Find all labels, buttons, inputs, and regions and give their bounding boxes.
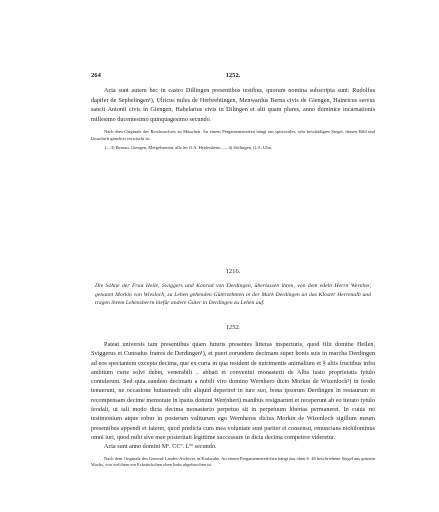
document-number: 1216. — [225, 268, 241, 275]
footnote: 1—3) Bernau, Giengen, Mergelstetten, alle im O.A. Heidenheim. — 4) Söflingen, O.A. Ulm. — [104, 144, 273, 150]
header-year: 1252. — [225, 72, 241, 79]
charter-closing: Acta sunt anno domini Mº. CCº. Lºº secundo. — [104, 443, 217, 451]
source-note: Nach dem Originale des Reichsarchivs zu München. An einem Pergamentstreifen hängt ein spitzovales, sehr beschädigtes Siegel, dessen Bild und Umschrift gänzlich verwischt ist. — [91, 129, 375, 141]
first-document — [91, 86, 375, 151]
second-document — [91, 340, 375, 468]
document-year: 1252. — [226, 324, 240, 331]
page-number: 264 — [91, 72, 101, 79]
page-header — [91, 72, 375, 82]
charter-text: Pateat universis tam presentibus quam futuris presentes litteras inspecturis, quod filii domine Heilen, Sviggerus et Cunradus fratres de Derdingen¹), et pueri eorundem decimam super bonis suis in marcha Derdingen ad eos spectantem excepta decima, que ex curia in qua resident de nutrimentis animalium et § aliis fructibus infra ambitum curie solvi debet, venerabili .. abbati et conventui monasterii de Alba iusto proprietatis tytulo contulerunt. Sed quia eandem decimam a nobili viro domino Wernhero dicto Morkin de Wizenloch²) in feodo tenuerunt, ne occasione huiusmodi sibi aliquid deperiret in iure suo, bona ipsorum Derdingen in restaurum et recompensam decime memorate in ipsius domini Wer(nheri) manibus resignarunt et receperunt ab eo iterato tytulo feodali, ut tali modo dicta decima monasterio perpetuo sit in perpetuum libertas permaneret. In cuius rei testimonium atque robur in posterum valiturum ego Wernherus dictus Morkin de Wizenloch sigillum meum presentibus appendi et faterer, quod predicta cum mea voluntate sunt pariter et consensu, renuncians nichilominus omni iuri, quod mihi sive mee posteritati legittime successure in dicta decima competere videretur. — [91, 341, 375, 441]
source-note: Nach dem Originale des General-Landes-Archives in Karlsruhe. An einem Pergamentstreifchen hängt das oben S. 46 beschriebene Siegel aus grünem Wachs, von welchem ein Eckstückchen oben links abgebrochen ist. — [91, 455, 375, 468]
charter-text: Acta sunt autem hec in castro Dillingen presentibus testibus, quorum nomina subscripta sunt: Rudolfus dapifer de Sephelingen¹), Ulricus miles de Herbrehtingen, Menwardus Berna civis de Giengen, Hainricus servus sancti Antonii civis in Giengen, Hahelarius civis in Dilingen et alii quam plures, anno dominice incarnationis millesimo ducentesimo quinquagesimo secundo. — [91, 87, 375, 123]
document-summary: Die Söhne der Frau Heile, Swiggers und Konrad von Derdingen, überlassen ihren, von dem edeln Herrn Wernher, genannt Morkin von Wiesloch, zu Lehen gehenden Güterzehnten in der Mark Derdingen an das Kloster Herrenalb und tragen ihrem Lehensherrn hiefür andere Güter in Derdingen zu Lehen auf. — [95, 283, 371, 307]
